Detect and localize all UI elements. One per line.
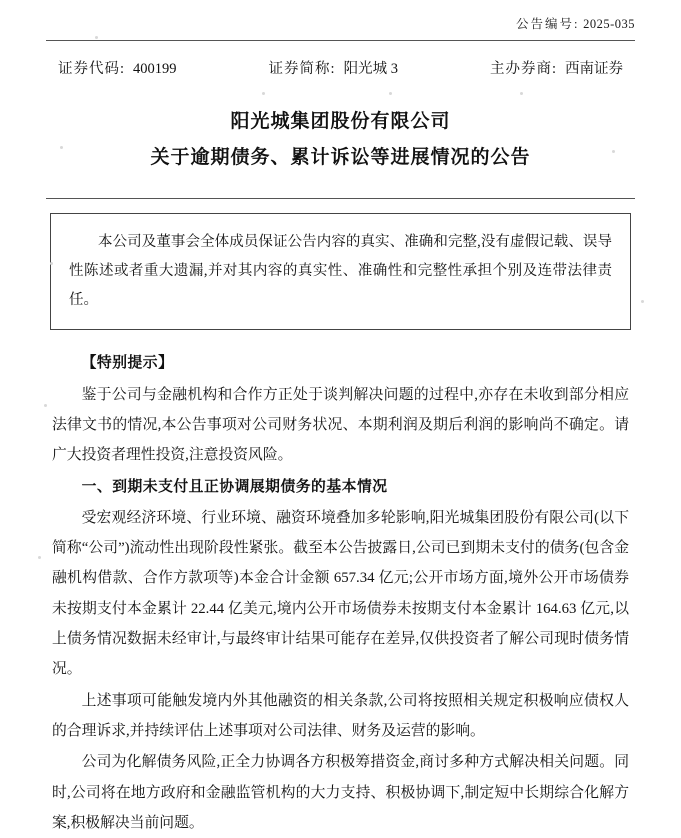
section-1-heading: 一、到期未支付且正协调展期债务的基本情况 (81, 478, 388, 495)
page-title (46, 104, 635, 176)
company-name-title: 阳光城集团股份有限公司 (230, 111, 451, 132)
section-1-paragraph-1: 受宏观经济环境、行业环境、融资环境叠加多轮影响,阳光城集团股份有限公司(以下简称“公司”)流动性出现阶段性紧张。截至本公告披露日,公司已到期未支付的债务(包含金融机构借款、合作方款项等)本金合计金额 657.34 亿元;公开市场方面,境外公开市场债券未按期支付本金累计 22.44 亿美元,境内公开市场债券未按期支付本金累计 164.63 亿元,以上债务情况数据未经审计,与最终审计结果可能存在差异,仅供投资者了解公司现时债务情况。 (52, 509, 629, 678)
responsibility-statement-text: 本公司及董事会全体成员保证公告内容的真实、准确和完整,没有虚假记载、误导性陈述或者重大遗漏,并对其内容的真实性、准确性和完整性承担个别及连带法律责任。 (69, 234, 612, 309)
responsibility-statement-box (50, 213, 631, 330)
sponsor-value: 西南证券 (565, 61, 623, 77)
announcement-number (46, 0, 635, 32)
special-tip-label: 【特别提示】 (81, 355, 174, 372)
title-divider (46, 198, 635, 199)
document-body (46, 348, 635, 838)
security-code-field (58, 57, 177, 78)
security-name-field (269, 57, 398, 78)
announcement-number-value: 2025-035 (583, 17, 635, 31)
scan-speck (520, 92, 523, 95)
section-1-paragraph-3: 公司为化解债务风险,正全力协调各方积极筹措资金,商讨多种方式解决相关问题。同时,公司将在地方政府和金融监管机构的大力支持、积极协调下,制定短中长期综合化解方案,积极解决当前问题。 (52, 754, 629, 832)
security-name-value: 阳光城 3 (343, 61, 398, 77)
sponsor-label: 主办券商: (489, 61, 557, 77)
scan-speck (389, 92, 392, 95)
announcement-number-label: 公告编号: (515, 17, 580, 31)
section-1-paragraph-2: 上述事项可能触发境内外其他融资的相关条款,公司将按照相关规定积极响应债权人的合理诉求,并持续评估上述事项对公司法律、财务及运营的影响。 (52, 692, 629, 740)
sponsor-field (490, 57, 623, 78)
special-tip-text: 鉴于公司与金融机构和合作方正处于谈判解决问题的过程中,亦存在未收到部分相应法律文书的情况,本公告事项对公司财务状况、本期利润及期后利润的影响尚不确定。请广大投资者理性投资,注意投资风险。 (52, 386, 629, 464)
security-code-label: 证券代码: (58, 61, 126, 77)
scan-speck (38, 556, 41, 559)
scan-speck (262, 92, 265, 95)
scan-speck (641, 300, 644, 303)
security-code-value: 400199 (133, 61, 177, 77)
scan-speck (95, 36, 98, 39)
announcement-subject-title: 关于逾期债务、累计诉讼等进展情况的公告 (150, 147, 531, 169)
security-info-row (46, 41, 635, 78)
security-name-label: 证券简称: (268, 61, 336, 77)
